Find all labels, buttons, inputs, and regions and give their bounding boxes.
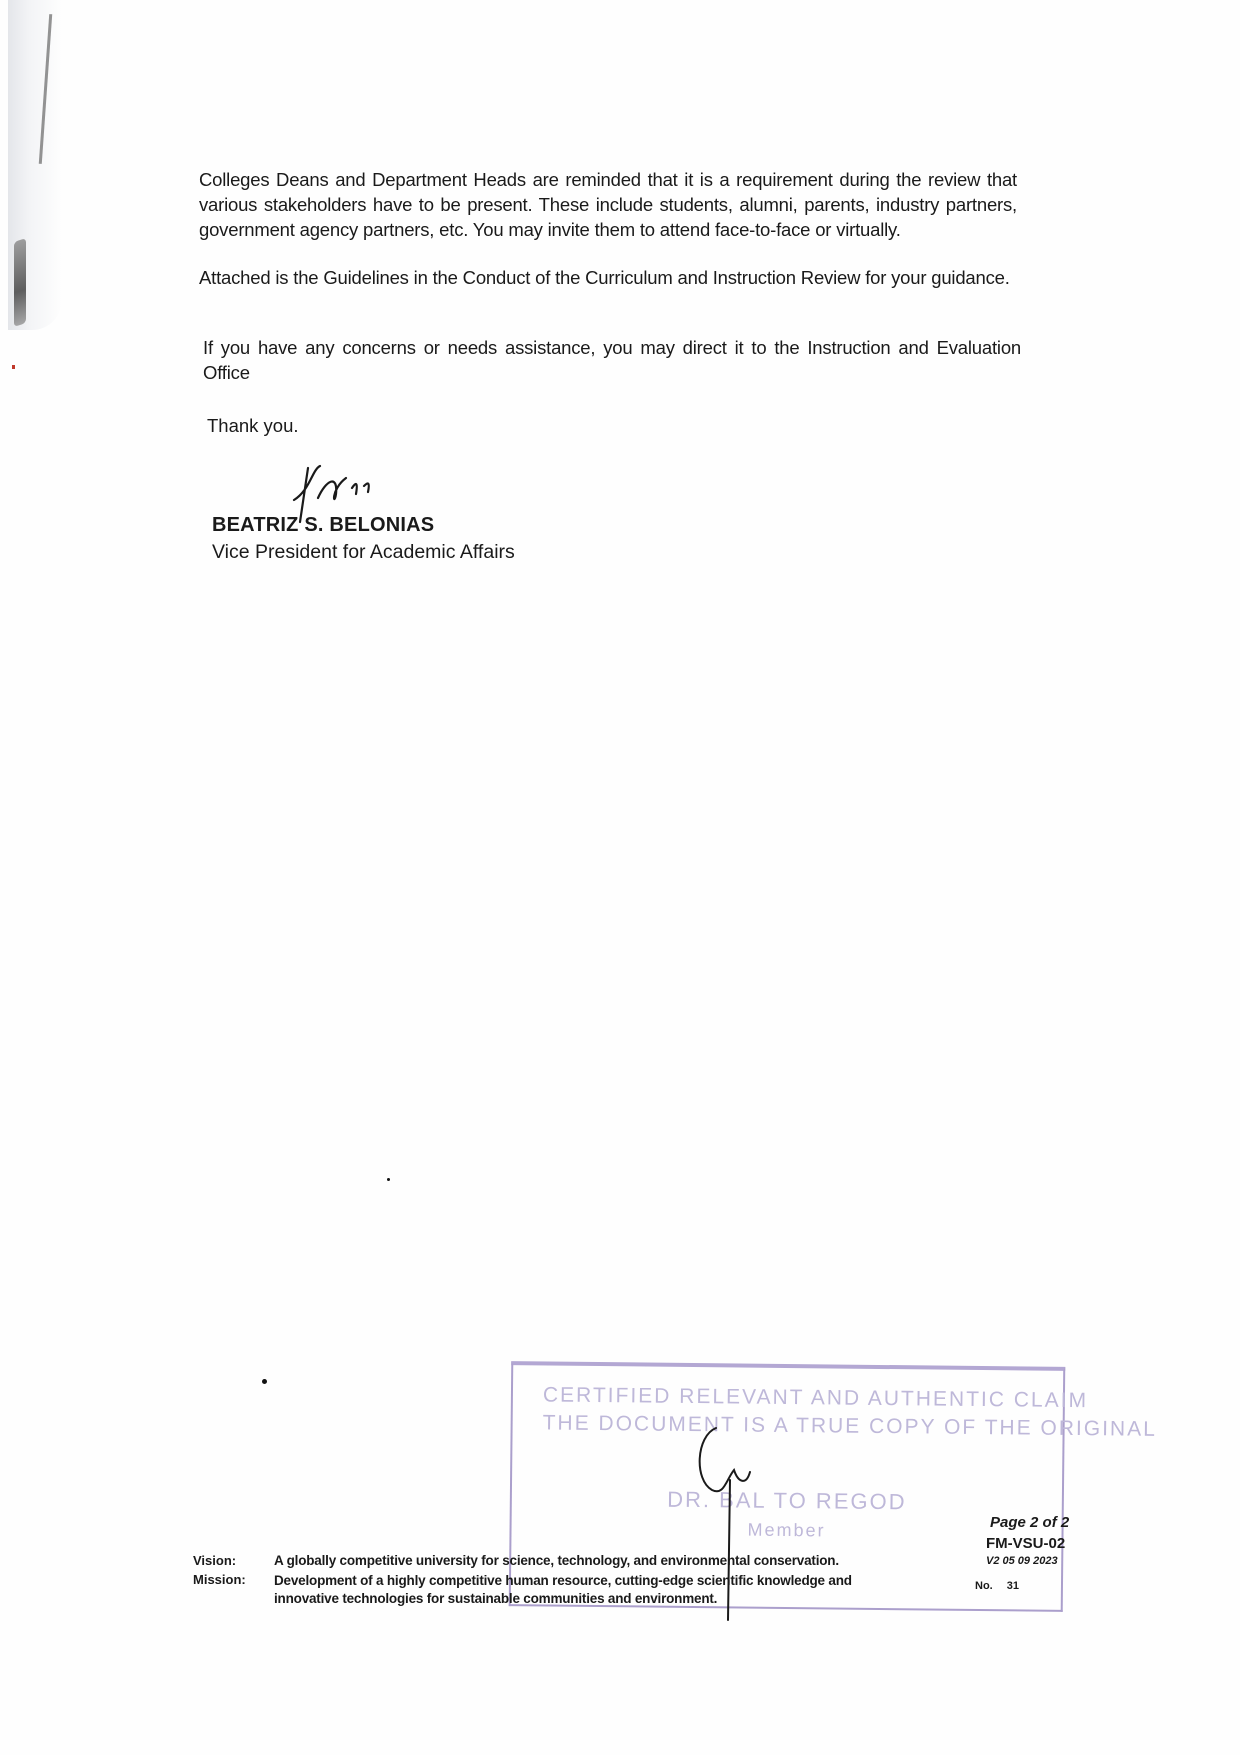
signatory-title: Vice President for Academic Affairs (212, 541, 515, 563)
scan-speck (12, 365, 15, 369)
document-number-value: 31 (1006, 1580, 1019, 1592)
closing-text: Thank you. (207, 415, 299, 436)
paragraph-guidelines: Attached is the Guidelines in the Conduct of the Curriculum and Instruction Review for your guidance. (199, 267, 1010, 288)
stamp-line: CERTIFIED RELEVANT AND AUTHENTIC CLAIM (542, 1383, 1089, 1413)
stamp-line: Member (747, 1519, 826, 1541)
stamp-line: THE DOCUMENT IS A TRUE COPY OF THE ORIGINAL (542, 1411, 1157, 1441)
form-version: V2 05 09 2023 (986, 1555, 1058, 1567)
form-code: FM-VSU-02 (986, 1535, 1066, 1552)
scan-page-curl (14, 238, 26, 327)
vision-text: A globally competitive university for science, technology, and environmental conservation. (274, 1553, 839, 1568)
mission-label: Mission: (193, 1572, 246, 1587)
mission-text: Development of a highly competitive human resource, cutting-edge scientific knowledge and innovative technologies for sustainable communities and environment. (274, 1573, 852, 1606)
document-number (975, 1580, 1019, 1592)
scan-speck (387, 1178, 390, 1181)
paragraph-concerns: If you have any concerns or needs assistance, you may direct it to the Instruction and Evaluation Office (203, 337, 1021, 383)
paragraph-stakeholders: Colleges Deans and Department Heads are reminded that it is a requirement during the review that various stakeholders have to be present. These include students, alumni, parents, industry partners, government agency partners, etc. You may invite them to attend face-to-face or virtually. (199, 169, 1017, 240)
signatory-name: BEATRIZ S. BELONIAS (212, 514, 435, 536)
document-number-label: No. (975, 1580, 993, 1592)
stamp-line: DR. BAL TO REGOD (667, 1486, 907, 1515)
vision-label: Vision: (193, 1553, 237, 1568)
page-number: Page 2 of 2 (990, 1514, 1070, 1531)
scan-speck (262, 1379, 267, 1384)
